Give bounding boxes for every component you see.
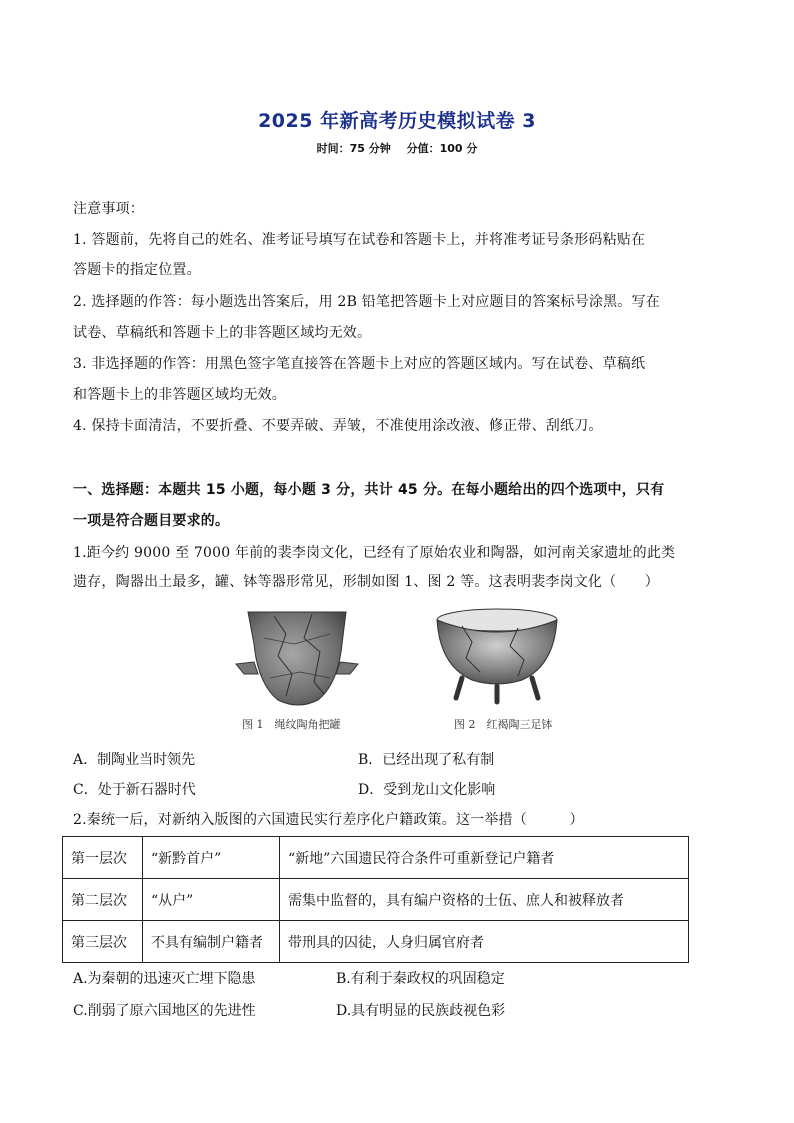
- notice-line: 1. 答题前，先将自己的姓名、准考证号填写在试卷和答题卡上，并将准考证号条形码粘贴在: [73, 232, 646, 248]
- table-cell: “新地”六国遗民符合条件可重新登记户籍者: [280, 837, 689, 879]
- q2-household-table: [62, 836, 689, 963]
- q1-option-a: A．制陶业当时领先: [73, 752, 196, 768]
- table-row: [63, 921, 689, 963]
- table-cell: 第三层次: [63, 921, 143, 963]
- notice-line: 3. 非选择题的作答：用黑色签字笔直接答在答题卡上对应的答题区域内。写在试卷、草稿纸: [73, 356, 646, 372]
- exam-time: 时间：75 分钟: [316, 142, 391, 155]
- fig2-caption: 图 2 红褐陶三足钵: [454, 718, 553, 731]
- exam-meta: [0, 140, 794, 156]
- q1-option-d: D．受到龙山文化影响: [358, 782, 496, 798]
- notice-line: 答题卡的指定位置。: [73, 262, 201, 278]
- fig1-pottery-jar: [234, 604, 362, 712]
- exam-score: 分值：100 分: [406, 142, 478, 155]
- q1-figures: [228, 602, 568, 734]
- table-cell: 带刑具的囚徒，人身归属官府者: [280, 921, 689, 963]
- q1-stem-cont: 遗存，陶器出土最多，罐、钵等器形常见，形制如图 1、图 2 等。这表明裴李岗文化（ ）: [73, 574, 659, 590]
- table-row: [63, 879, 689, 921]
- q1-option-b: B．已经出现了私有制: [358, 752, 495, 768]
- table-cell: 不具有编制户籍者: [143, 921, 280, 963]
- q2-stem: 2.秦统一后，对新纳入版图的六国遗民实行差序化户籍政策。这一举措（ ）: [73, 812, 584, 828]
- notice-line: 和答题卡上的非答题区域均无效。: [73, 387, 286, 403]
- table-cell: 需集中监督的，具有编户资格的士伍、庶人和被释放者: [280, 879, 689, 921]
- table-cell: 第一层次: [63, 837, 143, 879]
- section-heading: 一、选择题：本题共 15 小题，每小题 3 分，共计 45 分。在每小题给出的四个选项中，只有: [73, 482, 665, 498]
- notice-line: 2. 选择题的作答：每小题选出答案后，用 2B 铅笔把答题卡上对应题目的答案标号涂黑。写在: [73, 294, 660, 310]
- q2-option-d: D.具有明显的民族歧视色彩: [336, 1003, 506, 1019]
- exam-title: 2025 年新高考历史模拟试卷 3: [258, 110, 536, 132]
- fig1-caption: 图 1 绳纹陶角把罐: [242, 718, 341, 731]
- notice-line: 4. 保持卡面清洁，不要折叠、不要弄破、弄皱，不准使用涂改液、修正带、刮纸刀。: [73, 418, 603, 434]
- fig2-pottery-bowl: [432, 606, 562, 706]
- table-cell: 第二层次: [63, 879, 143, 921]
- notice-heading: 注意事项：: [73, 201, 144, 217]
- table-cell: “新黔首户”: [143, 837, 280, 879]
- q2-option-b: B.有利于秦政权的巩固稳定: [336, 971, 505, 987]
- q1-option-c: C．处于新石器时代: [73, 782, 196, 798]
- table-row: [63, 837, 689, 879]
- section-heading-cont: 一项是符合题目要求的。: [73, 513, 230, 529]
- q2-option-a: A.为秦朝的迅速灭亡埋下隐患: [73, 971, 256, 987]
- q2-option-c: C.削弱了原六国地区的先进性: [73, 1003, 256, 1019]
- q1-stem: 1.距今约 9000 至 7000 年前的裴李岗文化，已经有了原始农业和陶器，如河南关家遗址的此类: [73, 545, 676, 561]
- notice-line: 试卷、草稿纸和答题卡上的非答题区域均无效。: [73, 325, 372, 341]
- table-cell: “从户”: [143, 879, 280, 921]
